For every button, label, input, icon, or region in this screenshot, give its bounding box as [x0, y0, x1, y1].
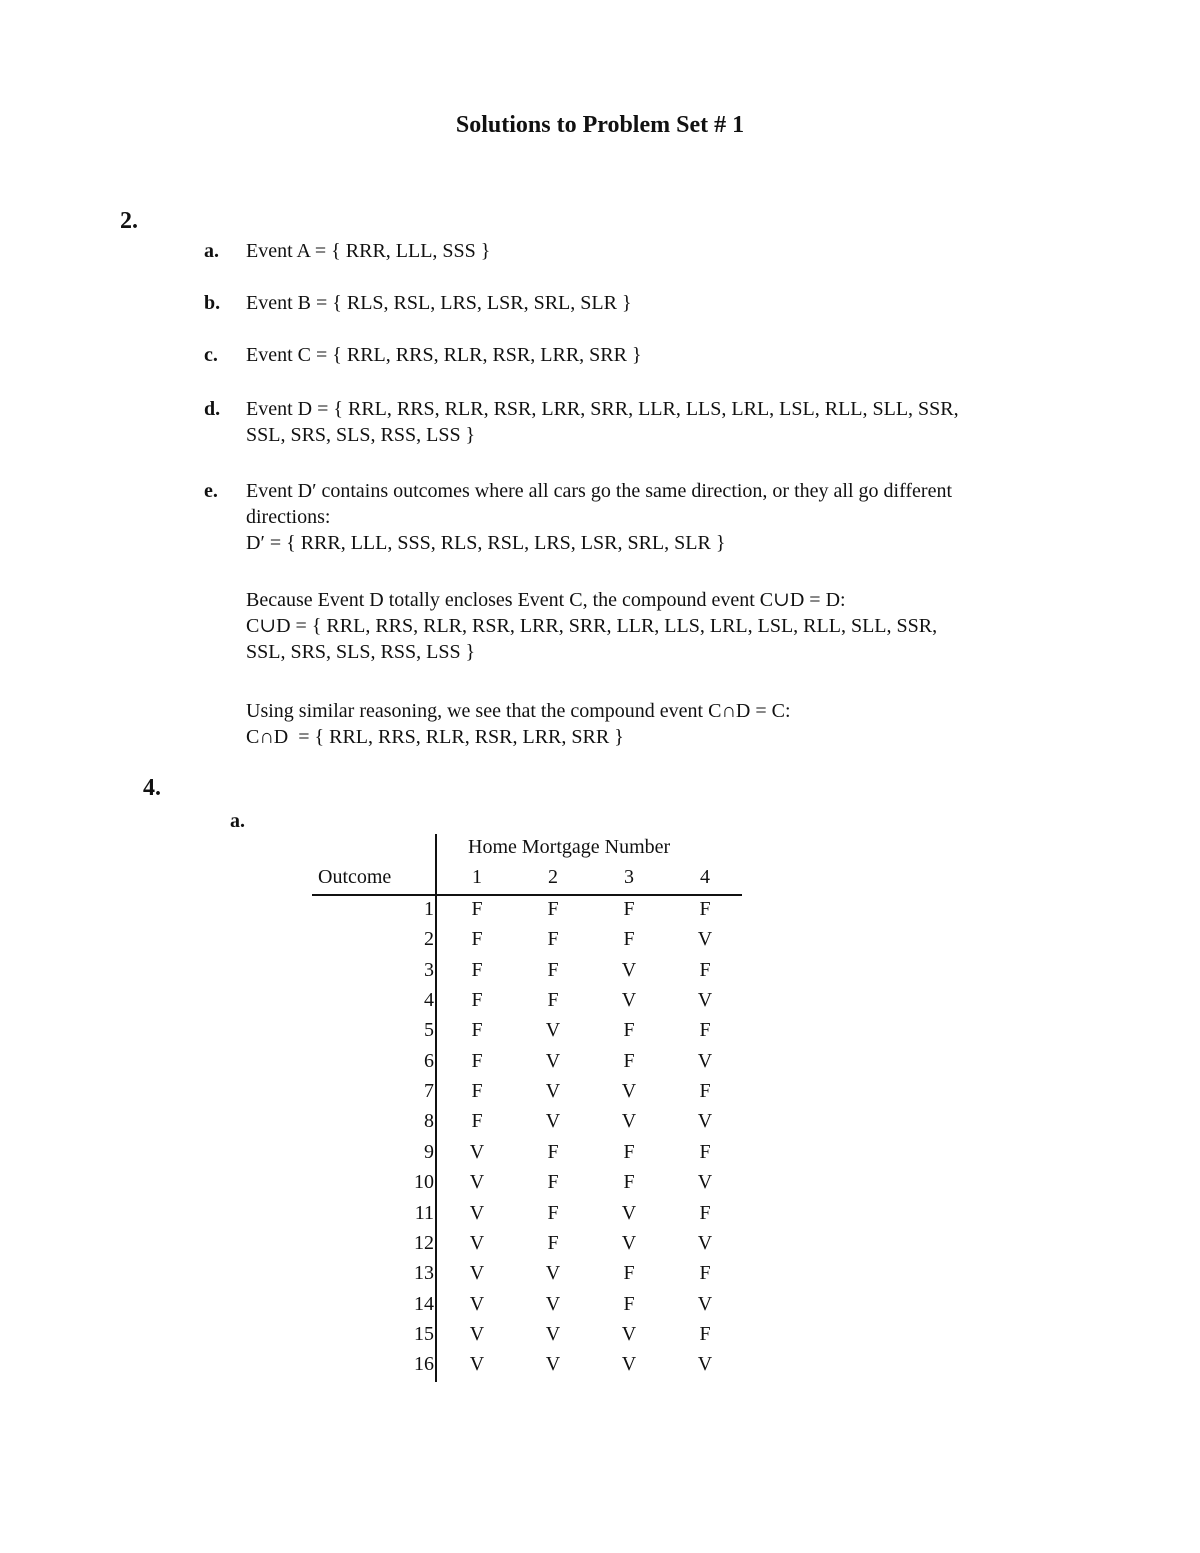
outcome-number: 7 [424, 1080, 434, 1103]
table-cell: F [699, 1080, 711, 1103]
table-cell: F [699, 1140, 711, 1163]
item-line: Event D = { RRL, RRS, RLR, RSR, LRR, SRR, LLR, LLS, LRL, LSL, RLL, SLL, SSR, [246, 398, 959, 420]
table-cell: F [623, 928, 635, 951]
outcome-number: 8 [424, 1110, 434, 1133]
table-cell: F [471, 1080, 483, 1103]
table-cell: F [623, 1049, 635, 1072]
table-row [312, 1019, 742, 1049]
table-cell: V [469, 1231, 485, 1254]
page-title: Solutions to Problem Set # 1 [455, 112, 745, 138]
table-row [312, 1353, 742, 1383]
outcome-number: 5 [424, 1019, 434, 1042]
table-cell: V [545, 1019, 561, 1042]
table-row [312, 1202, 742, 1232]
outcome-number: 13 [414, 1262, 434, 1285]
union-line: Because Event D totally encloses Event C, the compound event C∪D = D: [246, 589, 846, 611]
table-column-header: 2 [548, 866, 558, 888]
table-cell: F [471, 958, 483, 981]
table-cell: V [697, 1049, 713, 1072]
table-cell: V [621, 958, 637, 981]
table-cell: V [621, 1080, 637, 1103]
intersection-line: Using similar reasoning, we see that the compound event C∩D = C: [246, 700, 791, 722]
table-cell: F [547, 928, 559, 951]
table-cell: V [697, 1353, 713, 1376]
table-cell: F [623, 1019, 635, 1042]
outcome-number: 15 [414, 1322, 434, 1345]
table-cell: F [623, 1262, 635, 1285]
union-line: SSL, SRS, SLS, RSS, LSS } [246, 641, 476, 663]
table-cell: V [469, 1262, 485, 1285]
table-row [312, 989, 742, 1019]
table-cell: F [547, 898, 559, 920]
item-line: Event C = { RRL, RRS, RLR, RSR, LRR, SRR } [246, 344, 642, 366]
item-body [246, 342, 1076, 368]
table-cell: V [545, 1262, 561, 1285]
table-cell: V [469, 1171, 485, 1194]
table-cell: V [697, 1231, 713, 1254]
outcome-number: 3 [424, 958, 434, 981]
table-cell: V [621, 1110, 637, 1133]
item-line: Event A = { RRR, LLL, SSS } [246, 240, 491, 262]
item-body [246, 396, 1076, 448]
table-cell: V [621, 1353, 637, 1376]
table-cell: F [623, 1171, 635, 1194]
item-letter: d. [204, 398, 221, 420]
table-column-header: 1 [472, 866, 482, 888]
table-cell: F [471, 1110, 483, 1133]
table-cell: V [545, 1080, 561, 1103]
union-line: C∪D = { RRL, RRS, RLR, RSR, LRR, SRR, LLR, LLS, LRL, LSL, RLL, SLL, SSR, [246, 615, 938, 637]
table-cell: F [699, 958, 711, 981]
table-cell: V [469, 1353, 485, 1376]
outcome-number: 11 [414, 1201, 434, 1224]
item-line: Event B = { RLS, RSL, LRS, LSR, SRL, SLR } [246, 292, 632, 314]
table-row [312, 1171, 742, 1201]
table-row [312, 1323, 742, 1353]
item-body [246, 238, 1076, 264]
table-group-header: Home Mortgage Number [468, 836, 671, 858]
item-line: Event D′ contains outcomes where all cars go the same direction, or they all go different [246, 480, 952, 502]
problem-4-number: 4. [143, 775, 161, 801]
table-row-header: Outcome [318, 866, 392, 888]
table-cell: V [697, 1292, 713, 1315]
table-cell: V [697, 989, 713, 1012]
table-row [312, 1110, 742, 1140]
table-cell: V [621, 989, 637, 1012]
table-cell: F [471, 898, 483, 920]
table-cell: F [699, 1201, 711, 1224]
table-cell: V [621, 1201, 637, 1224]
item-letter: c. [204, 344, 218, 366]
item-line: directions: [246, 506, 331, 528]
table-cell: F [699, 1019, 711, 1042]
table-cell: V [545, 1110, 561, 1133]
table-cell: F [623, 1140, 635, 1163]
item-letter: b. [204, 292, 221, 314]
table-cell: F [547, 1201, 559, 1224]
table-cell: F [623, 898, 635, 920]
table-cell: F [623, 1292, 635, 1315]
table-row [312, 959, 742, 989]
table-row [312, 1050, 742, 1080]
table-cell: V [697, 1110, 713, 1133]
item-letter: a. [204, 240, 219, 262]
table-cell: V [545, 1322, 561, 1345]
outcome-number: 9 [424, 1140, 434, 1163]
problem-4-sub-letter: a. [230, 810, 245, 832]
table-cell: F [547, 1231, 559, 1254]
table-row [312, 1293, 742, 1323]
outcome-number: 4 [424, 989, 434, 1012]
item-body [246, 478, 1076, 556]
table-cell: V [469, 1322, 485, 1345]
union-paragraph [246, 587, 1076, 665]
intersection-line: C∩D = { RRL, RRS, RLR, RSR, LRR, SRR } [246, 726, 624, 748]
mortgage-table [312, 834, 742, 1384]
problem-2-number: 2. [120, 208, 138, 234]
table-cell: F [547, 958, 559, 981]
table-cell: F [471, 1019, 483, 1042]
table-cell: V [469, 1292, 485, 1315]
table-cell: F [547, 989, 559, 1012]
table-cell: V [697, 1171, 713, 1194]
table-cell: F [471, 1049, 483, 1072]
item-letter: e. [204, 480, 218, 502]
item-body [246, 290, 1076, 316]
outcome-number: 14 [414, 1292, 434, 1315]
table-cell: F [471, 928, 483, 951]
table-cell: F [699, 1322, 711, 1345]
outcome-number: 1 [424, 898, 434, 920]
table-cell: F [699, 898, 711, 920]
table-cell: V [469, 1201, 485, 1224]
outcome-number: 10 [414, 1171, 434, 1194]
table-cell: V [621, 1231, 637, 1254]
item-line: D′ = { RRR, LLL, SSS, RLS, RSL, LRS, LSR, SRL, SLR } [246, 532, 726, 554]
outcome-number: 16 [414, 1353, 434, 1376]
table-cell: V [469, 1140, 485, 1163]
table-header-rule [312, 894, 742, 896]
table-cell: V [545, 1049, 561, 1072]
table-cell: V [545, 1353, 561, 1376]
table-cell: F [471, 989, 483, 1012]
table-cell: F [547, 1171, 559, 1194]
item-line: SSL, SRS, SLS, RSS, LSS } [246, 424, 476, 446]
table-column-header: 4 [700, 866, 710, 888]
table-row [312, 1141, 742, 1171]
table-column-header: 3 [624, 866, 634, 888]
intersection-paragraph [246, 698, 1076, 750]
table-row [312, 1262, 742, 1292]
table-cell: V [697, 928, 713, 951]
table-row [312, 898, 742, 928]
table-cell: V [545, 1292, 561, 1315]
table-row [312, 1080, 742, 1110]
outcome-number: 12 [414, 1231, 434, 1254]
table-cell: F [547, 1140, 559, 1163]
table-row [312, 928, 742, 958]
table-cell: F [699, 1262, 711, 1285]
outcome-number: 2 [424, 928, 434, 951]
table-row [312, 1232, 742, 1262]
outcome-number: 6 [424, 1049, 434, 1072]
table-cell: V [621, 1322, 637, 1345]
